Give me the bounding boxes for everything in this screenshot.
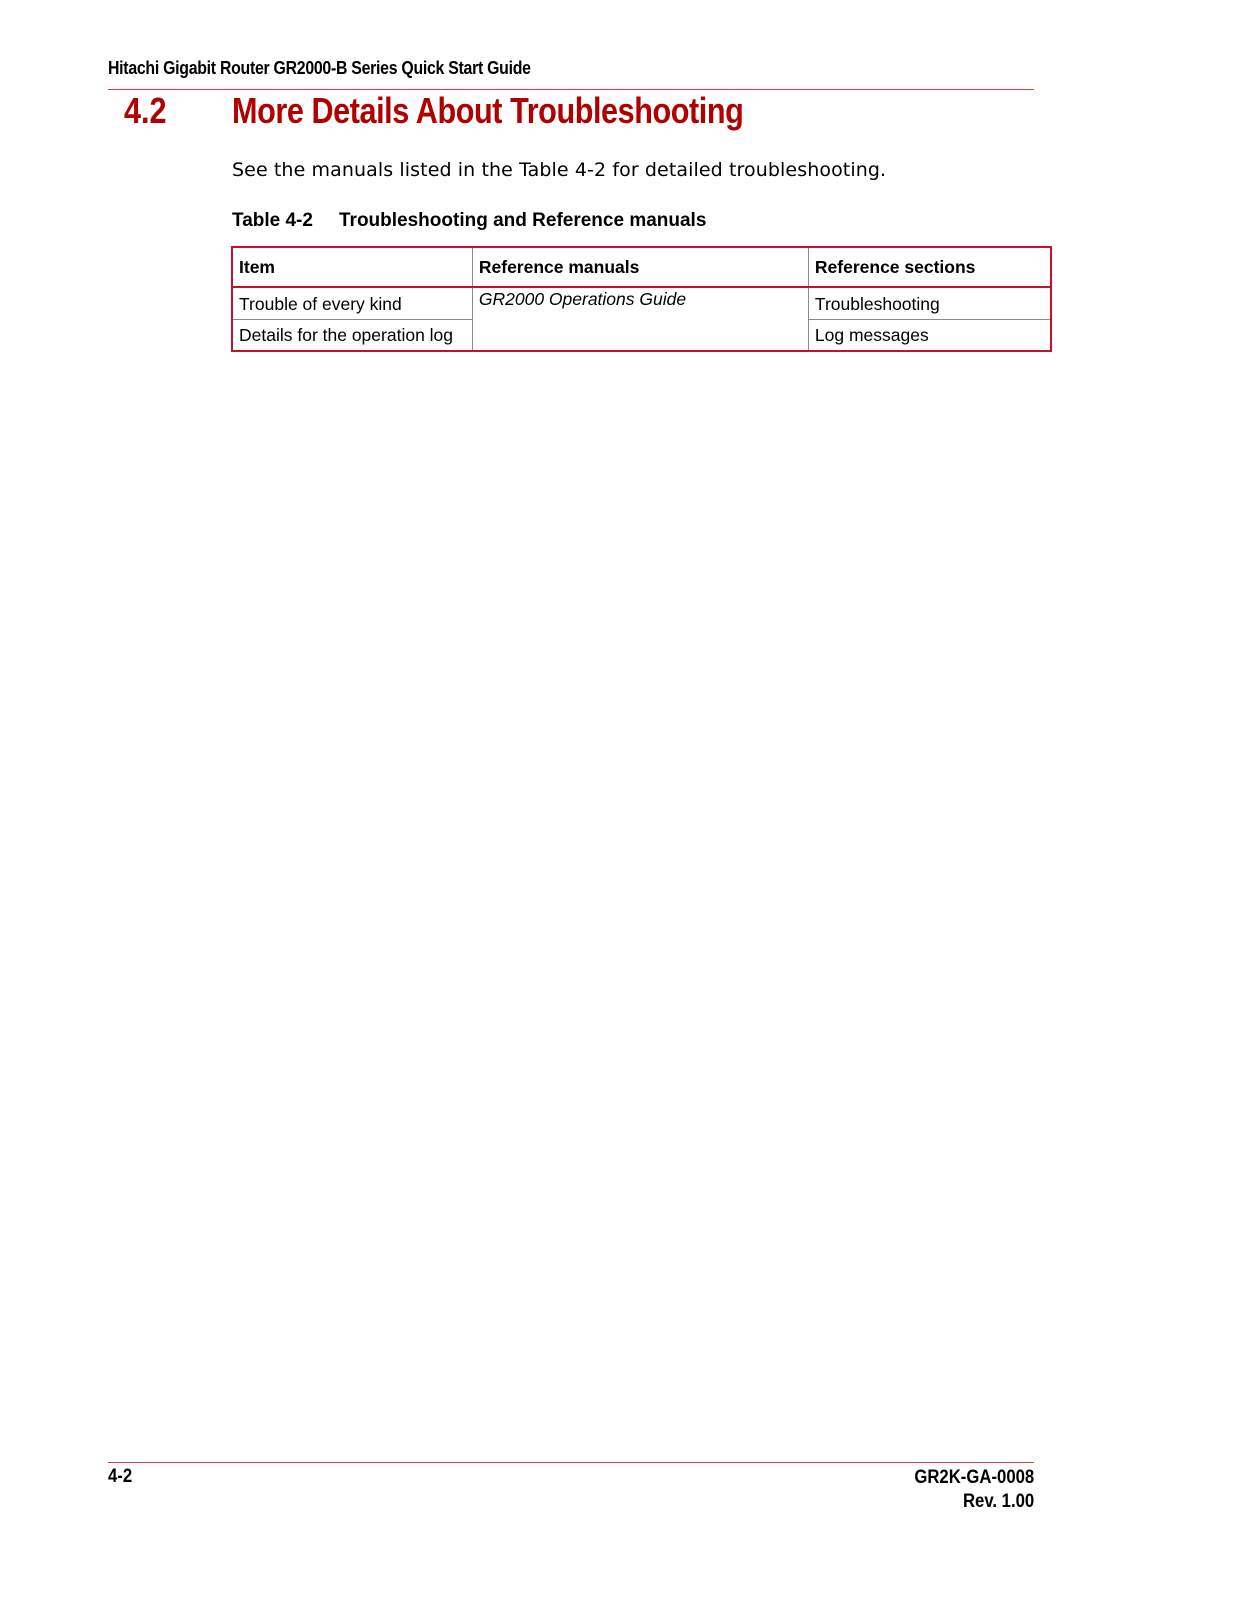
section-title: More Details About Troubleshooting — [232, 90, 744, 131]
revision: Rev. 1.00 — [962, 1491, 1034, 1512]
running-header: Hitachi Gigabit Router GR2000-B Series Quick Start Guide — [108, 58, 531, 78]
document-id: GR2K-GA-0008 — [914, 1467, 1034, 1488]
table-header-row — [232, 247, 1051, 287]
cell-item: Trouble of every kind — [239, 293, 402, 314]
cell-reference-section: Log messages — [808, 320, 1051, 352]
column-header-item: Item — [232, 247, 472, 287]
reference-table — [231, 246, 1052, 352]
section-number: 4.2 — [124, 90, 167, 131]
cell-reference-manual: GR2000 Operations Guide — [472, 287, 808, 351]
cell-item: Details for the operation log — [232, 320, 472, 352]
table-caption-label: Table 4-2 — [232, 210, 313, 231]
column-header-reference-manuals: Reference manuals — [472, 247, 808, 287]
cell-reference-section: Troubleshooting — [808, 287, 1051, 320]
footer-doc-info — [914, 1466, 1034, 1514]
table-caption-title: Troubleshooting and Reference manuals — [339, 210, 707, 231]
page-number: 4-2 — [108, 1466, 133, 1487]
table-row — [232, 287, 1051, 320]
column-header-reference-sections: Reference sections — [808, 247, 1051, 287]
intro-paragraph: See the manuals listed in the Table 4-2 for detailed troubleshooting. — [232, 159, 887, 181]
table-caption — [232, 210, 706, 232]
footer-rule — [108, 1462, 1034, 1463]
